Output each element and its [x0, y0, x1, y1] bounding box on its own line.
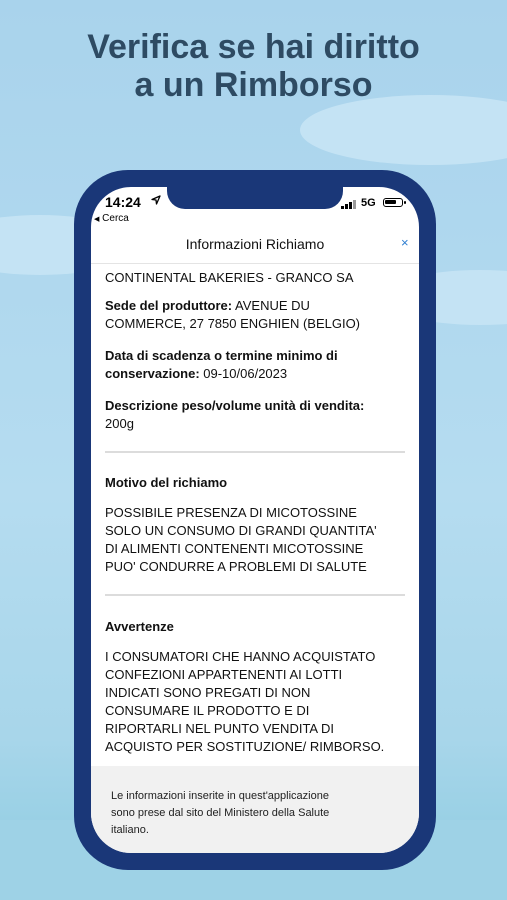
warnings-section [105, 618, 407, 756]
warnings-line: INDICATI SONO PREGATI DI NON [105, 685, 311, 700]
section-divider [105, 594, 405, 596]
warnings-line: I CONSUMATORI CHE HANNO ACQUISTATO [105, 649, 376, 664]
headline [0, 28, 507, 104]
recall-reason-line: DI ALIMENTI CONTENENTI MICOTOSSINE [105, 541, 364, 556]
warnings-line: CONSUMARE IL PRODOTTO E DI [105, 703, 310, 718]
footer-text [111, 788, 391, 839]
producer-address [105, 297, 407, 333]
phone-screen [91, 187, 419, 853]
nav-title: Informazioni Richiamo [185, 236, 325, 252]
expiry-label-line-1: Data di scadenza o termine minimo di [105, 348, 338, 363]
recall-reason-line: SOLO UN CONSUMO DI GRANDI QUANTITA' [105, 523, 377, 538]
recall-reason-line: PUO' CONDURRE A PROBLEMI DI SALUTE [105, 559, 367, 574]
back-link-label: Cerca [102, 213, 129, 224]
footer-line: Le informazioni inserite in quest'applicazione [111, 790, 329, 802]
network-type: 5G [361, 197, 376, 209]
warnings-line: CONFEZIONI APPARTENENTI AI LOTTI [105, 667, 343, 682]
nav-divider [91, 263, 419, 264]
section-divider [105, 451, 405, 453]
producer-address-value-line-1: AVENUE DU [232, 298, 310, 313]
info-footer [91, 766, 419, 853]
close-icon: × [401, 235, 409, 250]
recall-reason-section [105, 474, 407, 576]
phone-notch [167, 187, 343, 209]
background-cloud [300, 95, 507, 165]
headline-line-2: a un Rimborso [134, 66, 373, 104]
recall-reason-title: Motivo del richiamo [105, 475, 228, 490]
producer-name: CONTINENTAL BAKERIES - GRANCO SA [105, 270, 354, 285]
status-time: 14:24 [105, 194, 141, 210]
warnings-line: RIPORTARLI NEL PUNTO VENDITA DI [105, 721, 334, 736]
expiry-date [105, 347, 407, 383]
signal-icon [341, 200, 357, 209]
producer-address-value-line-2: COMMERCE, 27 7850 ENGHIEN (BELGIO) [105, 316, 361, 331]
expiry-label-line-2: conservazione: [105, 366, 200, 381]
footer-line: italiano. [111, 824, 149, 836]
back-arrow-icon: ◀ [94, 216, 100, 223]
weight-description [105, 397, 415, 433]
footer-line: sono prese dal sito del Ministero della Salute [111, 807, 330, 819]
recall-reason-line: POSSIBILE PRESENZA DI MICOTOSSINE [105, 505, 357, 520]
weight-value: 200g [105, 416, 134, 431]
producer-address-label: Sede del produttore: [105, 298, 233, 313]
warnings-title: Avvertenze [105, 619, 174, 634]
back-to-search-link[interactable] [94, 213, 129, 224]
close-button[interactable] [401, 235, 409, 250]
location-arrow-icon [151, 195, 161, 205]
expiry-value: 09-10/06/2023 [199, 366, 288, 381]
weight-label: Descrizione peso/volume unità di vendita: [105, 398, 365, 413]
battery-icon [383, 198, 403, 207]
warnings-line: ACQUISTO PER SOSTITUZIONE/ RIMBORSO. [105, 739, 385, 754]
headline-line-1: Verifica se hai diritto [87, 28, 420, 66]
